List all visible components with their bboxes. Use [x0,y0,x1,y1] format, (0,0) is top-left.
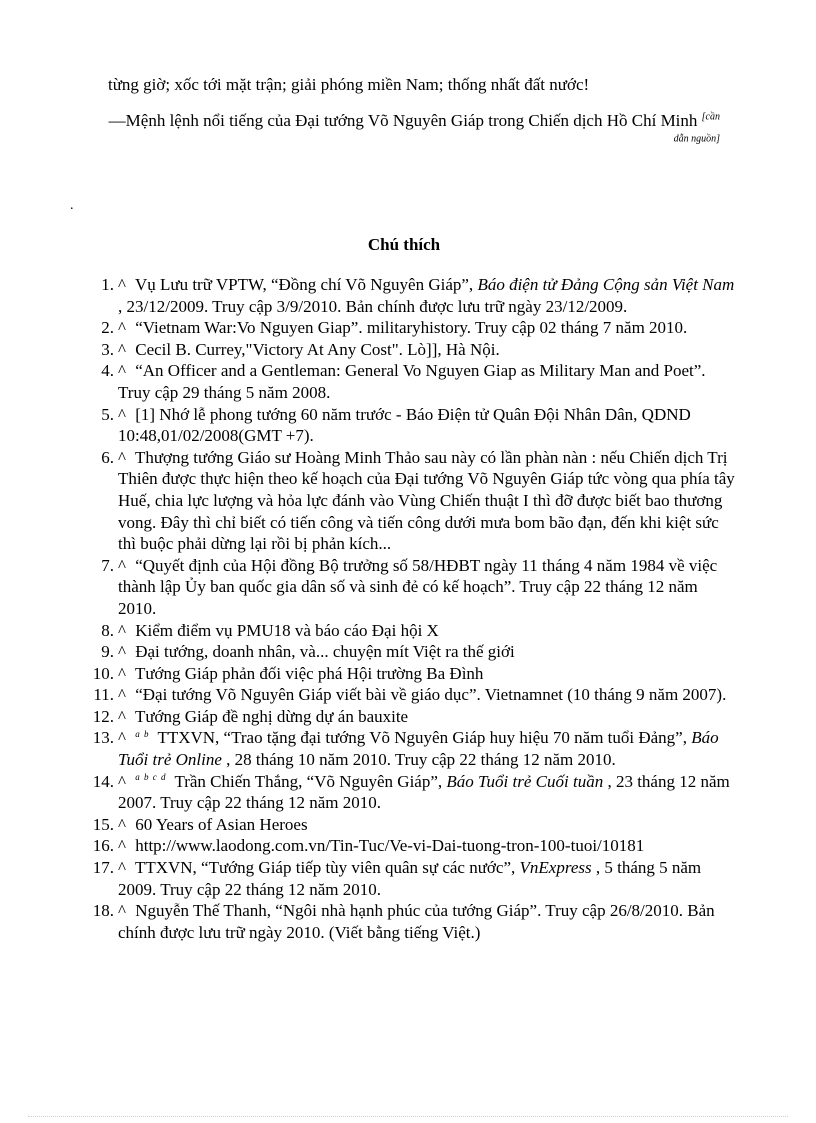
note-item [92,814,738,836]
note-item [92,857,738,900]
note-number: 5. [101,404,114,424]
note-item [101,274,738,317]
note-text[interactable]: Kiểm điểm vụ PMU18 và báo cáo Đại hội X [135,620,439,640]
note-item [101,641,738,663]
backlink-caret[interactable]: ^ [118,339,126,359]
note-item [92,900,738,943]
note-text[interactable]: Thượng tướng Giáo sư Hoàng Minh Thảo sau này có lần phàn nàn : nếu Chiến dịch Trị Thiên được thực hiện theo kế hoạch của Đại tướng Võ Nguyên Giáp tức vòng qua phía tây Huế, chia lực lượng và hỏa lực đánh vào Vùng Chiến thuật I thì đỡ được biết bao thương vong. Đây thì chỉ biết có tiến công và tiến công dưới mưa bom bão đạn, đến khi kiệt sức thì buộc phải dừng lại rồi bị phản kích... [118,447,735,554]
note-text[interactable]: Tướng Giáp đề nghị dừng dự án bauxite [134,706,409,726]
page-divider [28,1116,788,1117]
note-text[interactable]: Đại tướng, doanh nhân, và... chuyện mít Việt ra thế giới [135,642,515,662]
note-source: Báo điện tử Đảng Cộng sản Việt Nam [477,275,735,294]
note-number: 12. [92,706,114,726]
note-text[interactable]: “An Officer and a Gentleman: General Vo Nguyen Giap as Military Man and Poet”. Truy cập 29 tháng 5 năm 2008. [118,361,706,402]
note-number: 3. [101,339,114,359]
quote-attribution [98,110,720,154]
note-item [101,404,738,447]
note-source: Báo Tuổi trẻ Cuối tuần [446,771,604,791]
note-number: 10. [92,663,114,683]
stray-mark: . [70,198,74,213]
note-item [101,317,738,339]
quote-line: từng giờ; xốc tới mặt trận; giải phóng miền Nam; thống nhất đất nước! [108,75,590,94]
note-number: 4. [101,361,114,381]
note-number: 17. [92,858,114,878]
note-number: 1. [101,275,114,294]
note-text-after: , 23/12/2009. Truy cập 3/9/2010. Bản chính được lưu trữ ngày 23/12/2009. [118,296,628,316]
backlink-caret[interactable]: ^ [118,771,126,791]
backlink-caret[interactable]: ^ [118,620,126,640]
backlink-caret[interactable]: ^ [118,663,126,683]
note-text[interactable]: Cecil B. Currey,"Victory At Any Cost". Lò]], Hà Nội. [135,339,500,359]
note-text-after: , 23 tháng 12 năm 2007. Truy cập 22 tháng 12 năm 2010. [118,771,730,813]
note-item [101,339,738,361]
backlink-letters[interactable]: a b c d [135,772,167,782]
note-item [92,835,738,857]
note-number: 16. [92,836,114,856]
note-number: 9. [101,642,114,662]
note-text[interactable]: Trần Chiến Thắng, “Võ Nguyên Giáp”, [174,771,443,791]
citation-needed-link[interactable]: [cần dẫn nguồn] [673,111,720,145]
note-item [92,663,738,685]
note-text-after: , 5 tháng 5 năm 2009. Truy cập 22 tháng 12 năm 2010. [118,858,702,899]
backlink-caret[interactable]: ^ [118,901,126,921]
backlink-caret[interactable]: ^ [118,836,126,856]
backlink-caret[interactable]: ^ [118,814,126,834]
note-text[interactable]: http://www.laodong.com.vn/Tin-Tuc/Ve-vi-Dai-tuong-tron-100-tuoi/10181 [135,836,645,856]
note-number: 13. [92,728,114,748]
note-number: 7. [101,555,114,575]
note-item [101,360,738,403]
note-text-after: , 28 tháng 10 năm 2010. Truy cập 22 tháng 12 năm 2010. [226,750,616,770]
note-text[interactable]: Nguyễn Thế Thanh, “Ngôi nhà hạnh phúc của tướng Giáp”. Truy cập 26/8/2010. Bản chính được lưu trữ ngày 2010. (Viết bằng tiếng Việt.) [118,901,715,942]
note-number: 15. [92,814,114,834]
notes-heading: Chú thích [367,235,441,254]
note-text[interactable]: TTXVN, “Tướng Giáp tiếp tùy viên quân sự các nước”, [134,858,516,878]
note-number: 2. [101,318,114,338]
note-text[interactable]: Tướng Giáp phản đối việc phá Hội trường Ba Đình [134,663,484,683]
note-item [92,727,738,770]
note-item [101,555,738,620]
note-item [92,706,738,728]
backlink-letters[interactable]: a b [135,728,150,739]
backlink-caret[interactable]: ^ [118,642,126,662]
note-text[interactable]: “Vietnam War:Vo Nguyen Giap”. militaryhistory. Truy cập 02 tháng 7 năm 2010. [135,318,688,338]
note-number: 6. [101,447,114,467]
backlink-caret[interactable]: ^ [118,361,126,381]
backlink-caret[interactable]: ^ [118,447,126,467]
backlink-caret[interactable]: ^ [118,858,126,878]
note-item [101,447,738,555]
note-item [101,620,738,642]
note-text[interactable]: Vụ Lưu trữ VPTW, “Đồng chí Võ Nguyên Giáp”, [134,275,474,294]
note-number: 11. [93,685,114,705]
backlink-caret[interactable]: ^ [118,555,126,575]
note-text[interactable]: “Quyết định của Hội đồng Bộ trưởng số 58/HĐBT ngày 11 tháng 4 năm 1984 về việc thành lập Ủy ban quốc gia dân số và sinh đẻ có kế hoạch”. Truy cập 22 tháng 12 năm 2010. [118,555,718,618]
backlink-caret[interactable]: ^ [118,404,126,424]
note-text[interactable]: “Đại tướng Võ Nguyên Giáp viết bài về giáo dục”. Vietnamnet (10 tháng 9 năm 2007). [135,685,727,705]
note-item [93,684,738,706]
note-number: 8. [101,620,114,640]
note-number: 18. [92,901,114,921]
note-text[interactable]: TTXVN, “Trao tặng đại tướng Võ Nguyên Giáp huy hiệu 70 năm tuổi Đảng”, [157,728,687,748]
backlink-caret[interactable]: ^ [118,728,126,748]
backlink-caret[interactable]: ^ [118,706,126,726]
note-item [92,771,738,814]
note-number: 14. [92,771,114,791]
note-source: VnExpress [519,858,592,878]
attribution-text: —Mệnh lệnh nổi tiếng của Đại tướng Võ Nguyên Giáp trong Chiến dịch Hồ Chí Minh [108,111,698,130]
note-text[interactable]: 60 Years of Asian Heroes [135,814,308,834]
backlink-caret[interactable]: ^ [118,685,126,705]
note-source: Báo Tuổi trẻ Online [118,728,719,770]
notes-list [92,274,738,943]
backlink-caret[interactable]: ^ [118,275,126,294]
note-text[interactable]: [1] Nhớ lễ phong tướng 60 năm trước - Báo Điện tử Quân Đội Nhân Dân, QDND 10:48,01/02/2008(GMT +7). [118,404,691,446]
backlink-caret[interactable]: ^ [118,318,126,338]
